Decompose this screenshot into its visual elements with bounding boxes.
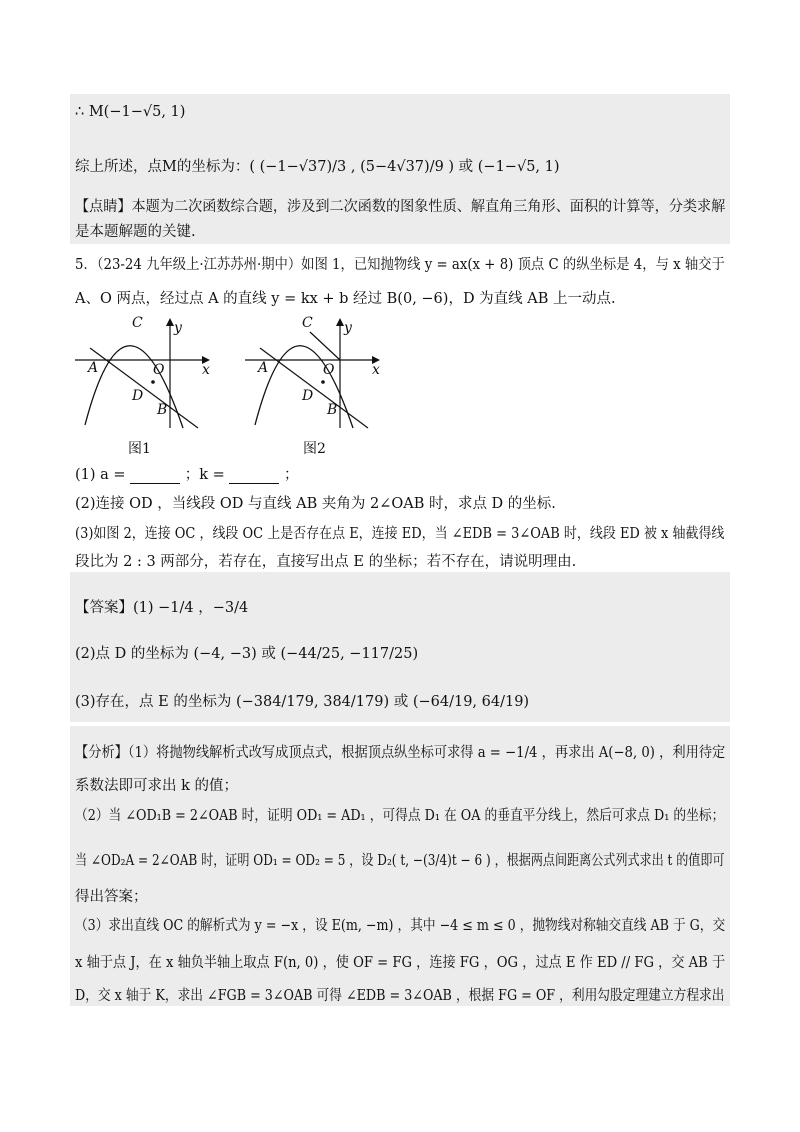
comment-line-2: 是本题解题的关键. — [75, 224, 196, 240]
fig2-label-y: y — [344, 320, 352, 336]
figure-2 — [240, 310, 390, 440]
question-1 — [75, 463, 725, 484]
fig2-segment-oc — [310, 332, 340, 360]
fig1-parabola — [85, 346, 183, 428]
fig2-label-x: x — [372, 362, 380, 378]
analysis-line-6: （3）求出直线 OC 的解析式为 y = −x ，设 E(m, −m) ，其中 −4 ≤ m ≤ 0 ，抛物线对称轴交直线 AB 于 G，交 — [75, 918, 726, 934]
analysis-line-3: （2）当 ∠OD₁B = 2∠OAB 时，证明 OD₁ = AD₁ ，可得点 D₁ 在 OA 的垂直平分线上，然后可求点 D₁ 的坐标； — [75, 808, 725, 824]
fig1-label-x: x — [202, 362, 210, 378]
figure-1 — [70, 310, 220, 440]
analysis-line-1: 【分析】（1）将抛物线解析式改写成顶点式，根据顶点纵坐标可求得 a = −1/4 ，再求出 A(−8, 0) ，利用待定 — [75, 745, 726, 761]
fig2-point-d — [321, 380, 325, 384]
fig1-label-b: B — [157, 402, 168, 418]
answer-2: (2)点 D 的坐标为 (−4, −3) 或 (−44/25, −117/25) — [75, 646, 419, 662]
question-3-line-1: (3)如图 2，连接 OC ，线段 OC 上是否存在点 E，连接 ED，当 ∠EDB = 3∠OAB 时，线段 ED 被 x 轴截得线 — [75, 526, 725, 542]
summary-line: 综上所述，点M的坐标为：( (−1−√37)/3 , (5−4√37)/9 ) 或 (−1−√5, 1) — [75, 159, 560, 175]
analysis-line-2: 系数法即可求出 k 的值； — [75, 778, 239, 794]
q1-prefix: (1) a = — [75, 467, 126, 483]
fig2-y-arrow — [336, 318, 344, 326]
answer-1: 【答案】(1) −1/4 ，−3/4 — [75, 600, 249, 616]
fig1-label-c: C — [132, 315, 143, 331]
fig2-label-b: B — [327, 402, 338, 418]
answer-blank-k[interactable] — [229, 469, 279, 484]
q1-end: ； — [284, 467, 299, 483]
fig2-label-o: O — [323, 362, 335, 378]
fig1-label-y: y — [174, 320, 182, 336]
question-2: (2)连接 OD ，当线段 OD 与直线 AB 夹角为 2∠OAB 时，求点 D 的坐标. — [75, 496, 556, 512]
comment-line-1: 【点睛】本题为二次函数综合题，涉及到二次函数的图象性质、解直角三角形、面积的计算等，分类求解 — [75, 199, 726, 215]
analysis-line-4: 当 ∠OD₂A = 2∠OAB 时，证明 OD₁ = OD₂ = 5 ，设 D₂( t, −(3/4)t − 6 ) ，根据两点间距离公式列式求出 t 的值即可 — [75, 853, 725, 869]
fig1-caption: 图1 — [128, 441, 151, 457]
fig1-y-arrow — [166, 318, 174, 326]
fig2-caption: 图2 — [303, 441, 326, 457]
fig1-label-o: O — [153, 362, 165, 378]
analysis-line-7: x 轴于点 J，在 x 轴负半轴上取点 F(n, 0) ，使 OF = FG ，连接 FG ，OG ，过点 E 作 ED // FG ，交 AB 于 — [75, 955, 726, 971]
fig1-label-d: D — [132, 388, 144, 404]
analysis-line-5: 得出答案； — [75, 889, 148, 905]
therefore-line: ∴ M(−1−√5, 1) — [75, 104, 186, 120]
fig1-point-d — [151, 380, 155, 384]
fig2-label-d: D — [302, 388, 314, 404]
fig2-label-c: C — [302, 315, 313, 331]
answer-3: (3)存在，点 E 的坐标为 (−384/179, 384/179) 或 (−64/19, 64/19) — [75, 694, 530, 710]
q1-mid: ；k = — [184, 467, 225, 483]
problem-line-1: 5．（23-24 九年级上·江苏苏州·期中）如图 1，已知抛物线 y = ax(x + 8) 顶点 C 的纵坐标是 4，与 x 轴交于 — [75, 257, 725, 273]
fig2-label-a: A — [258, 360, 269, 376]
question-3-line-2: 段比为 2 : 3 两部分，若存在，直接写出点 E 的坐标；若不存在，请说明理由. — [75, 554, 577, 570]
analysis-line-8: D，交 x 轴于 K，求出 ∠FGB = 3∠OAB 可得 ∠EDB = 3∠OAB ，根据 FG = OF ，利用勾股定理建立方程求出 — [75, 988, 725, 1004]
answer-blank-a[interactable] — [130, 469, 180, 484]
fig1-label-a: A — [88, 360, 99, 376]
problem-line-2: A、O 两点，经过点 A 的直线 y = kx + b 经过 B(0, −6)，D 为直线 AB 上一动点. — [75, 291, 616, 307]
